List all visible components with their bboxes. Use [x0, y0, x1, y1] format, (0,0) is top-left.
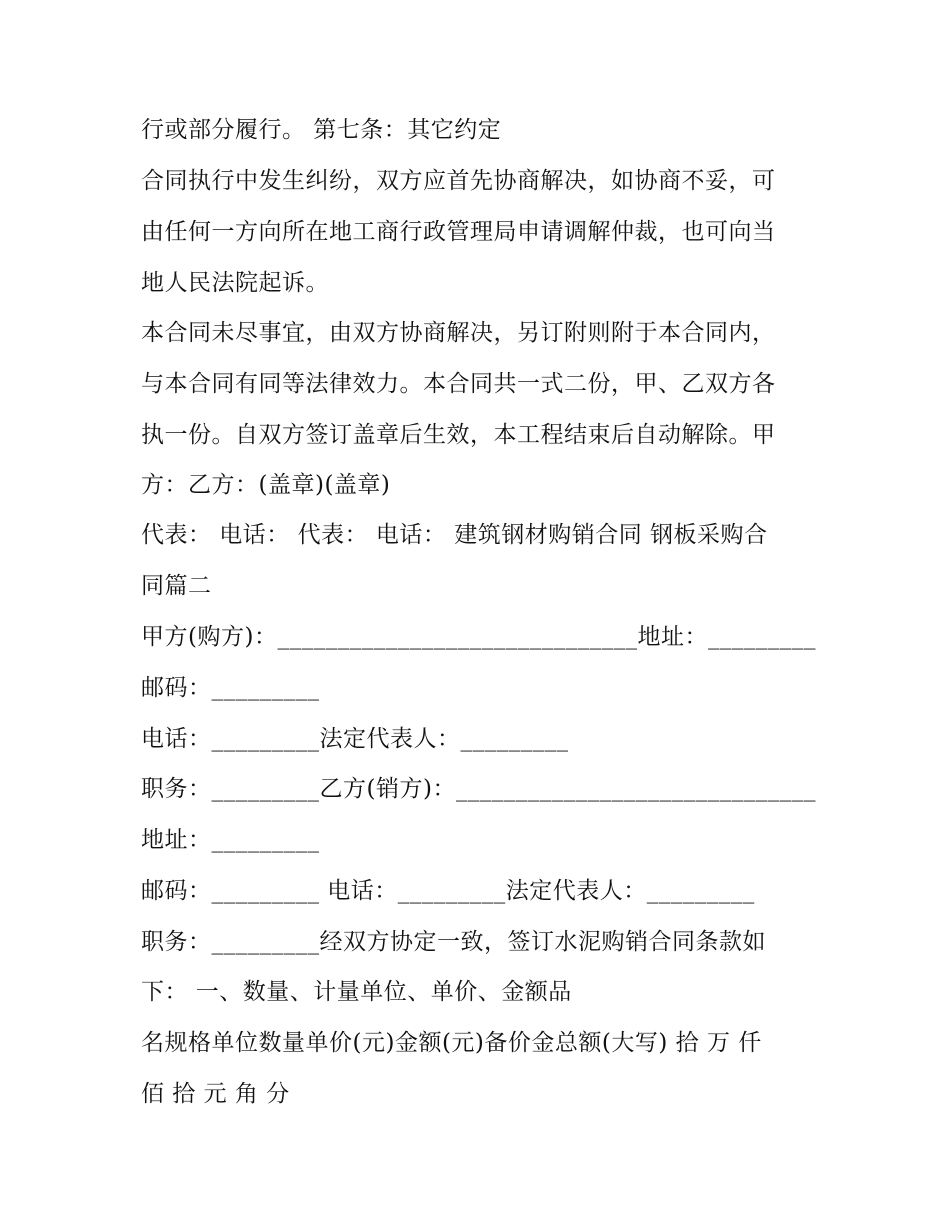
- text-line: 地址：_________: [141, 827, 320, 853]
- text-line: 职务：_________乙方(销方)：______________________________: [141, 776, 816, 802]
- text-line: 同篇二: [141, 573, 212, 599]
- text-line: 职务：_________经双方协定一致，签订水泥购销合同条款如: [141, 929, 766, 955]
- text-line: 合同执行中发生纠纷，双方应首先协商解决，如协商不妥，可: [141, 168, 776, 194]
- text-line: 下： 一、数量、计量单位、单价、金额品: [141, 979, 572, 1005]
- text-line: 本合同未尽事宜，由双方协商解决，另订附则附于本合同内，: [141, 320, 776, 346]
- text-line: 由任何一方向所在地工商行政管理局申请调解仲裁，也可向当: [141, 219, 776, 245]
- text-line: 佰 拾 元 角 分: [141, 1081, 290, 1107]
- text-line: 名规格单位数量单价(元)金额(元)备价金总额(大写) 拾 万 仟: [141, 1030, 762, 1056]
- text-line: 地人民法院起诉。: [141, 270, 329, 296]
- text-line: 与本合同有同等法律效力。本合同共一式二份，甲、乙双方各: [141, 371, 776, 397]
- text-line: 邮码：_________ 电话：_________法定代表人：_________: [141, 878, 755, 904]
- text-line: 邮码：_________: [141, 675, 320, 701]
- text-line: 方：乙方：(盖章)(盖章): [141, 472, 391, 498]
- text-line: 甲方(购方)：______________________________地址：_________: [141, 624, 816, 650]
- text-line: 执一份。自双方签订盖章后生效，本工程结束后自动解除。甲: [141, 422, 776, 448]
- text-line: 电话：_________法定代表人：_________: [141, 726, 569, 752]
- text-line: 代表： 电话： 代表： 电话： 建筑钢材购销合同 钢板采购合: [141, 522, 768, 548]
- text-line: 行或部分履行。 第七条：其它约定: [141, 117, 502, 143]
